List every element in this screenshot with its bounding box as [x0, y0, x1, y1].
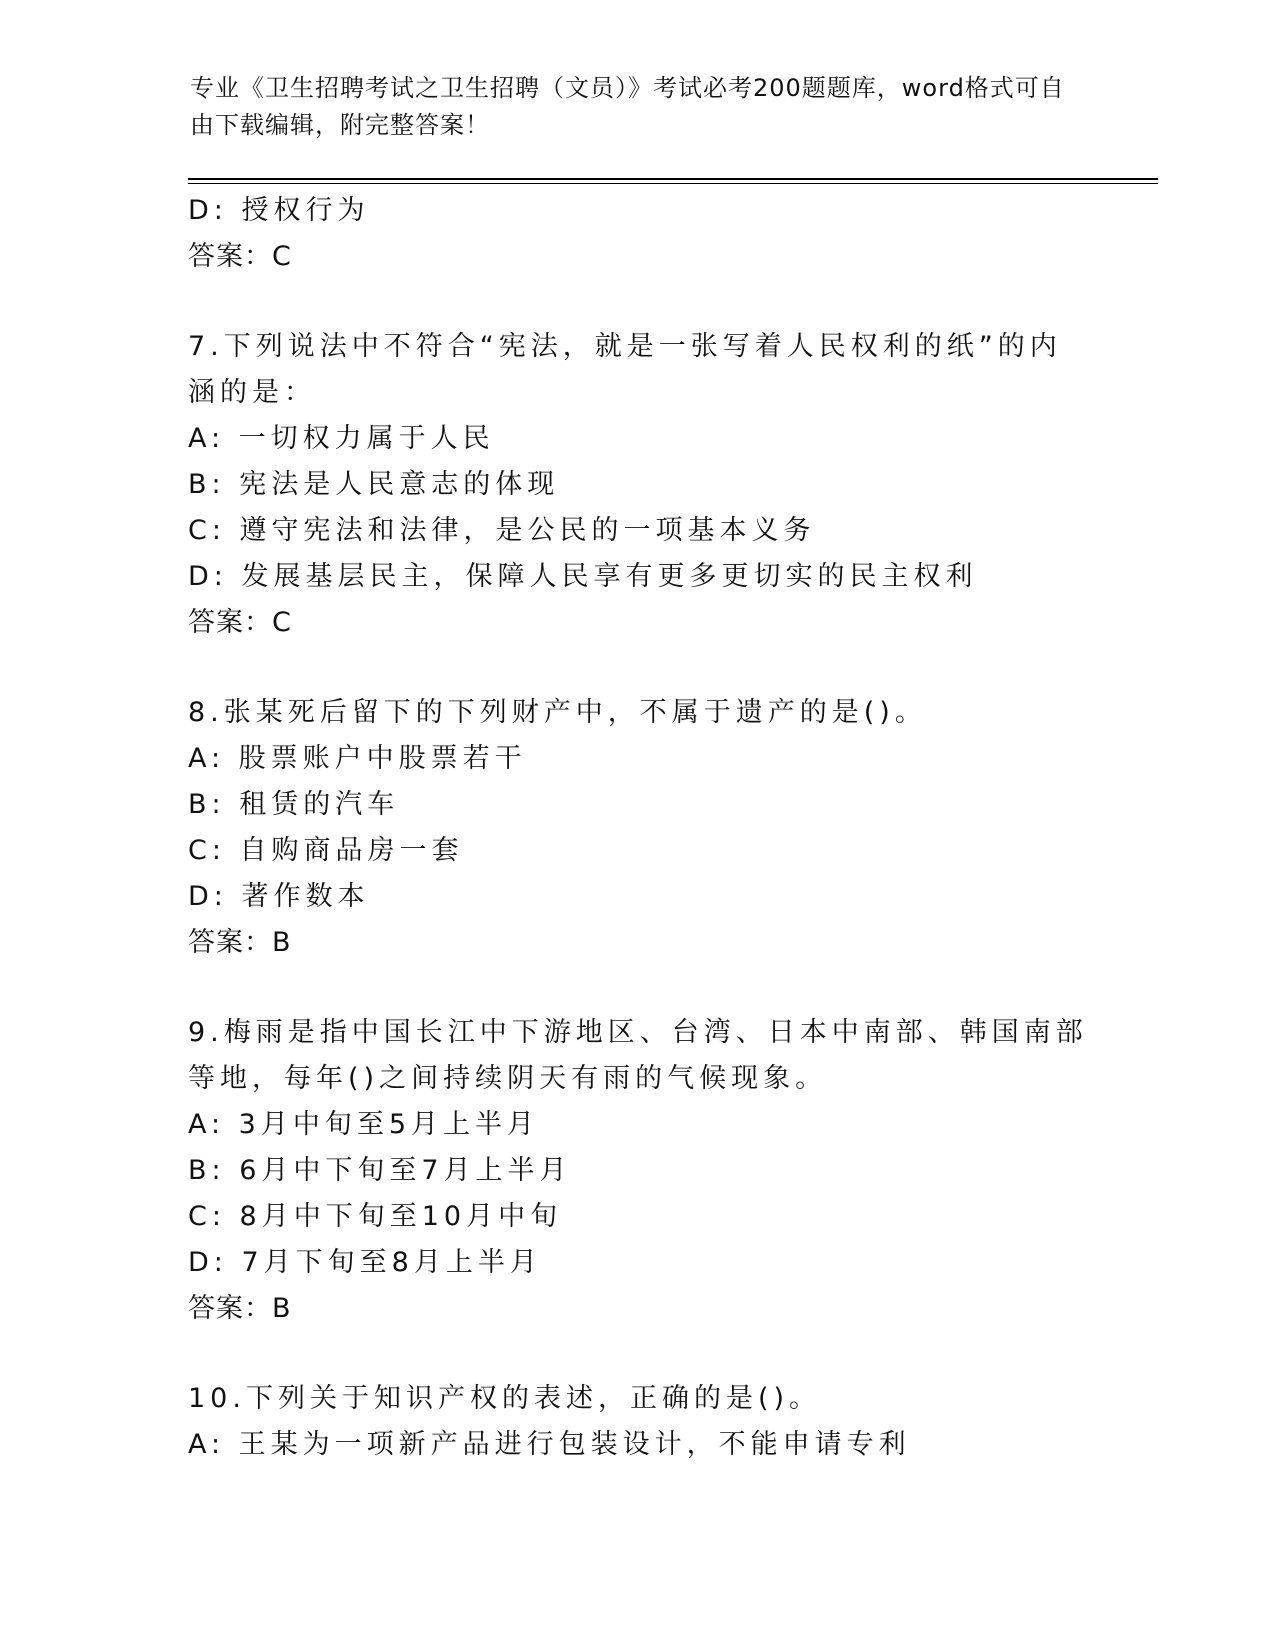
question-8 [188, 690, 1088, 966]
option-a: A: 王某为一项新产品进行包装设计，不能申请专利 [188, 1429, 911, 1460]
option-c: C: 8月中下旬至10月中旬 [188, 1201, 563, 1232]
option-d: D: 著作数本 [188, 881, 370, 912]
header-divider-thick [188, 178, 1158, 180]
option-a: A: 一切权力属于人民 [188, 423, 495, 454]
document-header: 专业《卫生招聘考试之卫生招聘（文员）》考试必考200题题库，word格式可自由下载编辑，附完整答案！ [190, 74, 1065, 139]
option-c: C: 自购商品房一套 [188, 835, 464, 866]
question-7 [188, 324, 1088, 646]
option-a: A: 3月中旬至5月上半月 [188, 1109, 540, 1140]
answer-line: 答案：B [188, 927, 292, 958]
question-9 [188, 1010, 1088, 1332]
option-c: C: 遵守宪法和法律，是公民的一项基本义务 [188, 515, 816, 546]
option-b: B: 宪法是人民意志的体现 [188, 469, 560, 500]
option-b: B: 6月中下旬至7月上半月 [188, 1155, 572, 1186]
question-stem: 7.下列说法中不符合“宪法，就是一张写着人民权利的纸”的内涵的是： [188, 331, 1062, 408]
header-divider-thin [188, 183, 1158, 184]
question-list [188, 188, 1088, 1468]
option-b: B: 租赁的汽车 [188, 789, 400, 820]
option-d: D: 发展基层民主，保障人民享有更多更切实的民主权利 [188, 561, 978, 592]
question-10 [188, 1376, 1088, 1468]
question-stem: 8.张某死后留下的下列财产中，不属于遗产的是()。 [188, 697, 927, 728]
option-a: A: 股票账户中股票若干 [188, 743, 527, 774]
answer-line: 答案：C [188, 241, 292, 272]
option-d: D: 7月下旬至8月上半月 [188, 1247, 542, 1278]
question-stem: 9.梅雨是指中国长江中下游地区、台湾、日本中南部、韩国南部等地，每年()之间持续阴天有雨的气候现象。 [188, 1017, 1088, 1094]
answer-line: 答案：C [188, 607, 292, 638]
option-d: D: 授权行为 [188, 195, 370, 226]
question-stem: 10.下列关于知识产权的表述，正确的是()。 [188, 1383, 822, 1414]
answer-line: 答案：B [188, 1293, 292, 1324]
